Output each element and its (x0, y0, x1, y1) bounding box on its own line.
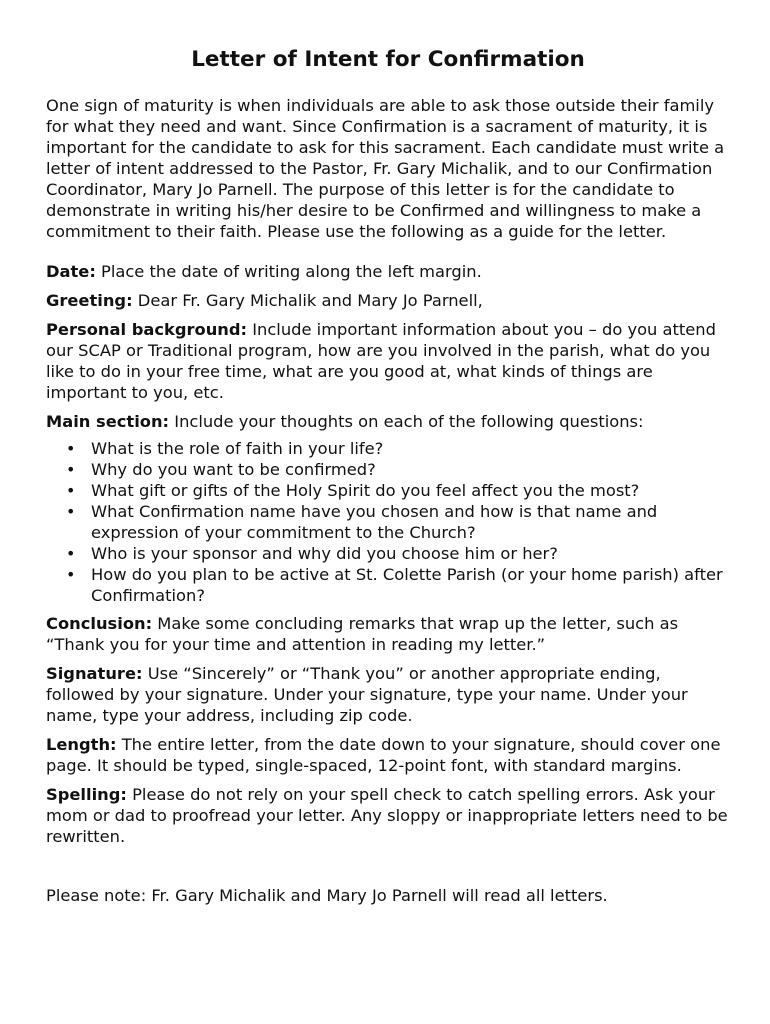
personal-background-text: Include important information about you – do you attend our SCAP or Traditional program, how are you involved in the parish, what do you like to do in your free time, what are you good at, what kinds of things are important to you, etc. (46, 320, 716, 402)
greeting-text: Dear Fr. Gary Michalik and Mary Jo Parnell, (137, 291, 483, 310)
bullet-icon: • (66, 481, 76, 500)
list-item (46, 438, 730, 459)
bullet-icon: • (66, 460, 76, 479)
date-text: Place the date of writing along the left margin. (101, 262, 482, 281)
list-item (46, 501, 730, 543)
question-text: How do you plan to be active at St. Colette Parish (or your home parish) after Confirmation? (91, 565, 723, 605)
list-item (46, 459, 730, 480)
document-title: Letter of Intent for Confirmation (191, 47, 585, 72)
question-text: What Confirmation name have you chosen and how is that name and expression of your commitment to the Church? (91, 502, 658, 542)
question-text: Who is your sponsor and why did you choose him or her? (91, 544, 558, 563)
spelling-label: Spelling: (46, 785, 127, 804)
signature-text: Use “Sincerely” or “Thank you” or another appropriate ending, followed by your signature. Under your signature, type your name. Under your name, type your address, including zip code. (46, 664, 688, 725)
question-text: What gift or gifts of the Holy Spirit do you feel affect you the most? (91, 481, 640, 500)
length-label: Length: (46, 735, 117, 754)
list-item (46, 564, 730, 606)
document-page (46, 45, 730, 922)
spelling-section (46, 784, 730, 847)
personal-background-section (46, 319, 730, 403)
conclusion-label: Conclusion: (46, 614, 153, 633)
signature-section (46, 663, 730, 726)
bullet-icon: • (66, 544, 76, 563)
bullet-icon: • (66, 439, 76, 458)
date-label: Date: (46, 262, 96, 281)
question-text: Why do you want to be confirmed? (91, 460, 376, 479)
list-item (46, 543, 730, 564)
conclusion-text: Make some concluding remarks that wrap up the letter, such as “Thank you for your time and attention in reading my letter.” (46, 614, 679, 654)
main-section (46, 411, 730, 432)
intro-paragraph: One sign of maturity is when individuals are able to ask those outside their family for what they need and want. Since Confirmation is a sacrament of maturity, it is important for the candidate to ask for this sacrament. Each candidate must write a letter of intent addressed to the Pastor, Fr. Gary Michalik, and to our Confirmation Coordinator, Mary Jo Parnell. The purpose of this letter is for the candidate to demonstrate in writing his/her desire to be Confirmed and willingness to make a commitment to their faith. Please use the following as a guide for the letter. (46, 96, 725, 241)
closing-note: Please note: Fr. Gary Michalik and Mary Jo Parnell will read all letters. (46, 886, 608, 905)
conclusion-section (46, 613, 730, 655)
date-section (46, 261, 730, 282)
question-text: What is the role of faith in your life? (91, 439, 384, 458)
bullet-icon: • (66, 565, 76, 584)
bullet-icon: • (66, 502, 76, 521)
greeting-label: Greeting: (46, 291, 133, 310)
spelling-text: Please do not rely on your spell check to catch spelling errors. Ask your mom or dad to proofread your letter. Any sloppy or inappropriate letters need to be rewritten. (46, 785, 728, 846)
personal-background-label: Personal background: (46, 320, 248, 339)
question-list (46, 438, 730, 606)
list-item (46, 480, 730, 501)
main-section-text: Include your thoughts on each of the following questions: (174, 412, 644, 431)
length-text: The entire letter, from the date down to your signature, should cover one page. It should be typed, single-spaced, 12-point font, with standard margins. (46, 735, 721, 775)
signature-label: Signature: (46, 664, 143, 683)
greeting-section (46, 290, 730, 311)
length-section (46, 734, 730, 776)
main-section-label: Main section: (46, 412, 170, 431)
